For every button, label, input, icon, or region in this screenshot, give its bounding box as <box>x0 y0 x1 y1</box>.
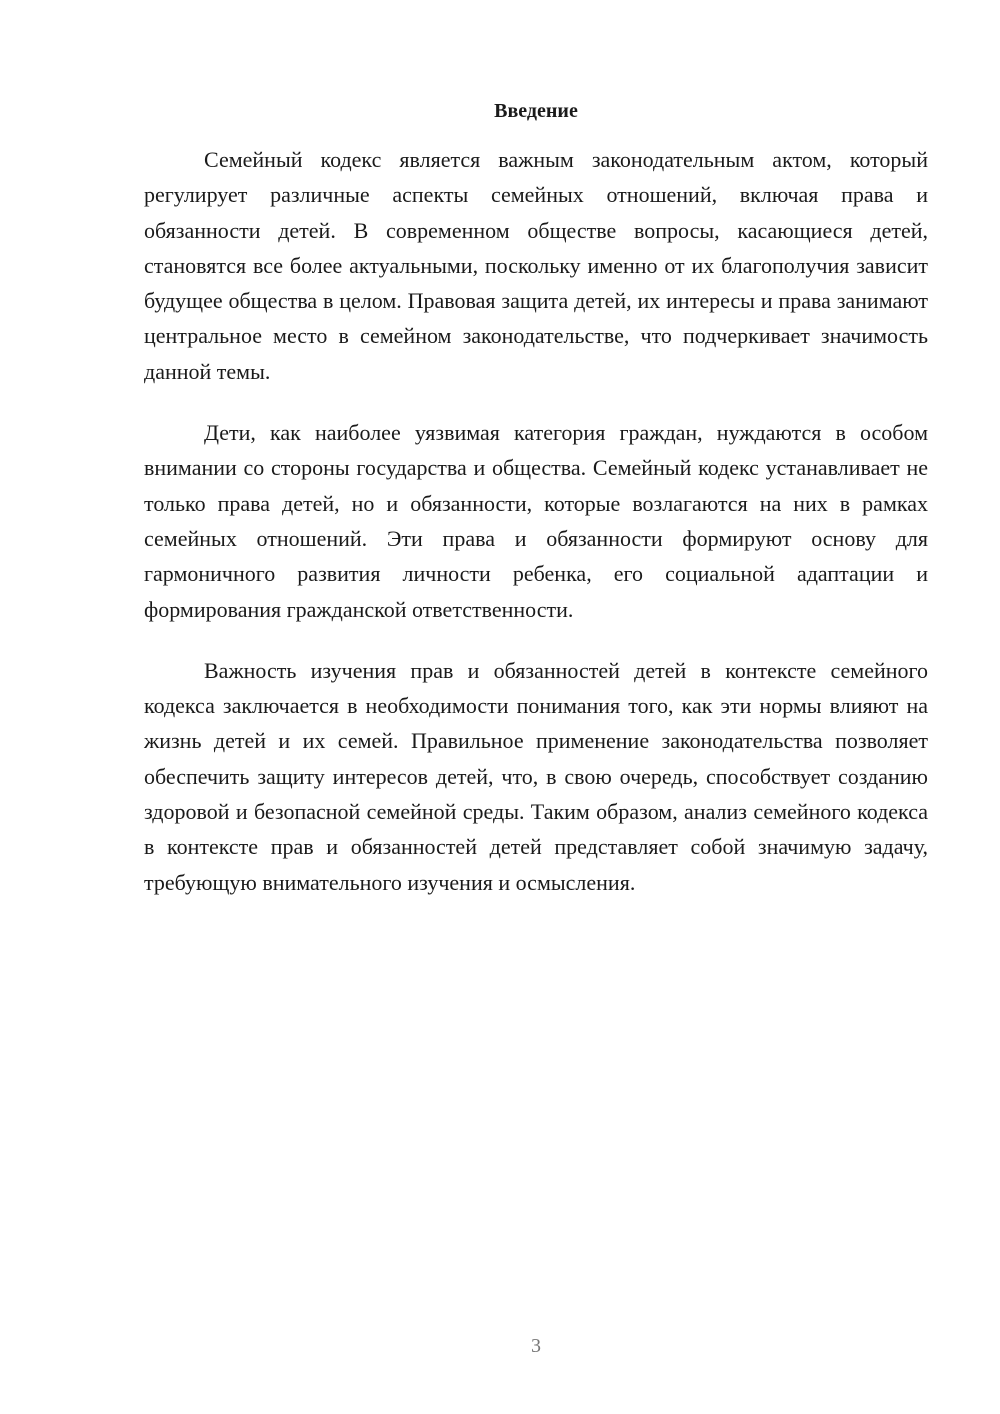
section-title: Введение <box>494 100 578 122</box>
paragraph-3: Важность изучения прав и обязанностей детей в контексте семейного кодекса заключается в необходимости понимания того, как эти нормы влияют на жизнь детей и их семей. Правильное применение законодательства позволяет обеспечить защиту интересов детей, что, в свою очередь, способствует созданию здоровой и безопасной семейной среды. Таким образом, анализ семейного кодекса в контексте прав и обязанностей детей представляет собой значимую задачу, требующую внимательного изучения и осмысления. <box>144 657 928 895</box>
paragraph-1: Семейный кодекс является важным законодательным актом, который регулирует различные аспекты семейных отношений, включая права и обязанности детей. В современном обществе вопросы, касающиеся детей, становятся все более актуальными, поскольку именно от их благополучия зависит будущее общества в целом. Правовая защита детей, их интересы и права занимают центральное место в семейном законодательстве, что подчеркивает значимость данной темы. <box>144 147 928 384</box>
page-number: 3 <box>531 1335 541 1357</box>
paragraph-2: Дети, как наиболее уязвимая категория граждан, нуждаются в особом внимании со стороны государства и общества. Семейный кодекс устанавливает не только права детей, но и обязанности, которые возлагаются на них в рамках семейных отношений. Эти права и обязанности формируют основу для гармоничного развития личности ребенка, его социальной адаптации и формирования гражданской ответственности. <box>144 420 928 622</box>
document-body <box>144 142 928 926</box>
